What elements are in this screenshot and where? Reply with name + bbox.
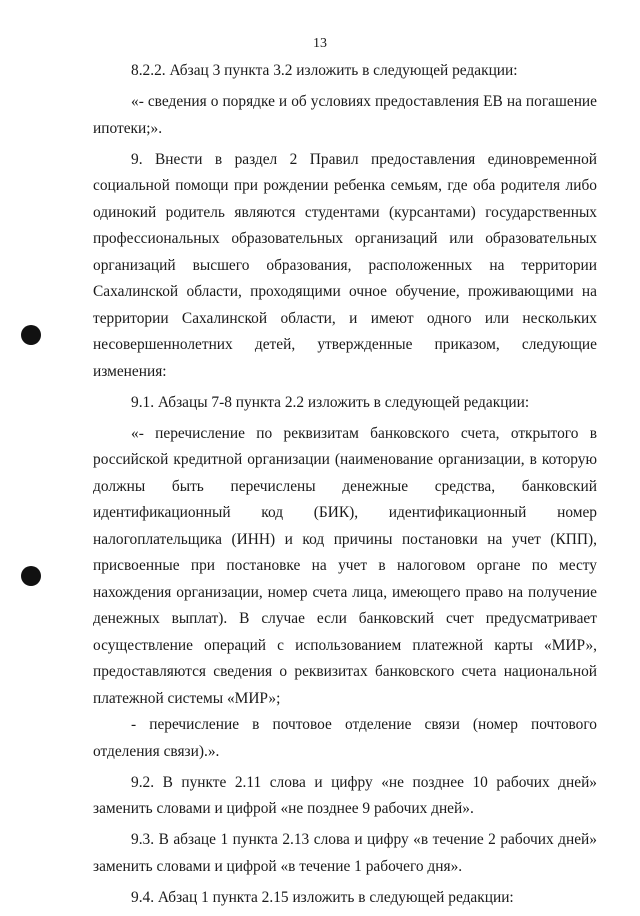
paragraph-postal-transfer: - перечисление в почтовое отделение связи (номер почтового отделения связи).». [93,716,597,760]
paragraph-9-2: 9.2. В пункте 2.11 слова и цифру «не позднее 10 рабочих дней» заменить словами и цифрой «не позднее 9 рабочих дней». [93,773,597,817]
page-number: 13 [313,36,327,51]
punch-hole-bottom [21,566,41,586]
paragraph-9: 9. Внести в раздел 2 Правил предоставления единовременной социальной помощи при рождении ребенка семьям, где оба родителя либо одинокий родитель являются студентами (курсантами) государственных профессиональных образовательных организаций или образовательных организаций высшего образования, расположенных на территории Сахалинской области, проходящими очное обучение, проживающими на территории Сахалинской области, и имеют одного или нескольких несовершеннолетних детей, утвержденные приказом, следующие изменения: [93,150,597,380]
document-body [93,58,597,916]
paragraph-9-1: 9.1. Абзацы 7-8 пункта 2.2 изложить в следующей редакции: [131,393,530,411]
paragraph-9-4: 9.4. Абзац 1 пункта 2.15 изложить в следующей редакции: [131,888,514,906]
paragraph-bank-details-quote: «- перечисление по реквизитам банковского счета, открытого в российской кредитной организации (наименование организации, в которую должны быть перечислены денежные средства, банковский идентификационный код (БИК), идентификационный номер налогоплательщика (ИНН) и код причины постановки на учет (КПП), присвоенные при постановке на учет в налоговом органе по месту нахождения организации, номер счета лица, имеющего право на получение денежных выплат). В случае если банковский счет предусматривает осуществление операций с использованием платежной карты «МИР», предоставляются сведения о реквизитах банковского счета национальной платежной системы «МИР»; [93,424,597,707]
paragraph-ipoteka-quote: «- сведения о порядке и об условиях предоставления ЕВ на погашение ипотеки;». [93,93,597,137]
paragraph-9-3: 9.3. В абзаце 1 пункта 2.13 слова и цифру «в течение 2 рабочих дней» заменить словами и цифрой «в течение 1 рабочего дня». [93,831,597,875]
paragraph-8-2-2: 8.2.2. Абзац 3 пункта 3.2 изложить в следующей редакции: [131,62,518,79]
punch-hole-top [21,325,41,345]
